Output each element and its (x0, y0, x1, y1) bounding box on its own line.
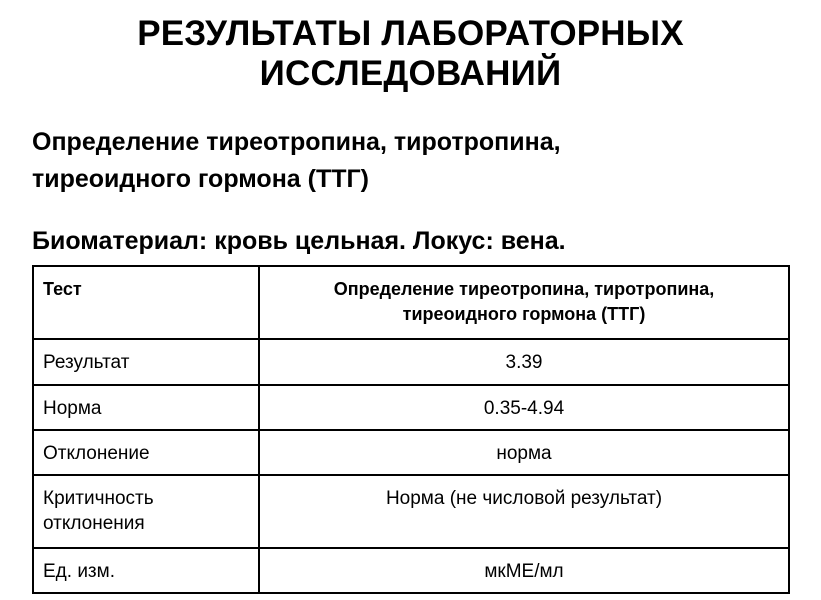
document-title-line-1: РЕЗУЛЬТАТЫ ЛАБОРАТОРНЫХ (137, 14, 684, 53)
header-label-cell: Тест (33, 266, 259, 339)
biomaterial-line: Биоматериал: кровь цельная. Локус: вена. (32, 227, 566, 255)
header-value-line-1: Определение тиреотропина, тиротропина, (333, 279, 715, 299)
table-row-deviation (33, 430, 789, 475)
document-title-line-2: ИССЛЕДОВАНИЙ (259, 54, 562, 93)
row-value-norm: 0.35-4.94 (259, 385, 789, 430)
row-label-criticality-line-2: отклонения (43, 513, 145, 534)
row-value-unit: мкМЕ/мл (259, 548, 789, 593)
row-value-result: 3.39 (259, 339, 789, 385)
test-name-heading-line-2: тиреоидного гормона (ТТГ) (32, 165, 370, 193)
row-label-deviation: Отклонение (33, 430, 259, 475)
row-value-deviation: норма (259, 430, 789, 475)
row-label-unit: Ед. изм. (33, 548, 259, 593)
header-value-line-2: тиреоидного гормона (ТТГ) (402, 304, 646, 324)
header-value-cell (259, 266, 789, 339)
table-header-row (33, 266, 789, 339)
table-row-unit (33, 548, 789, 593)
table-row-norm (33, 385, 789, 430)
test-name-heading (32, 124, 792, 198)
row-label-criticality-line-1: Критичность (43, 488, 154, 509)
row-label-result: Результат (33, 339, 259, 385)
table-row-criticality (33, 475, 789, 548)
document-title (0, 14, 821, 94)
test-name-heading-line-1: Определение тиреотропина, тиротропина, (32, 128, 561, 156)
row-label-norm: Норма (33, 385, 259, 430)
results-table (32, 265, 790, 594)
row-value-criticality: Норма (не числовой результат) (259, 475, 789, 548)
row-label-criticality (33, 475, 259, 548)
table-row-result (33, 339, 789, 385)
